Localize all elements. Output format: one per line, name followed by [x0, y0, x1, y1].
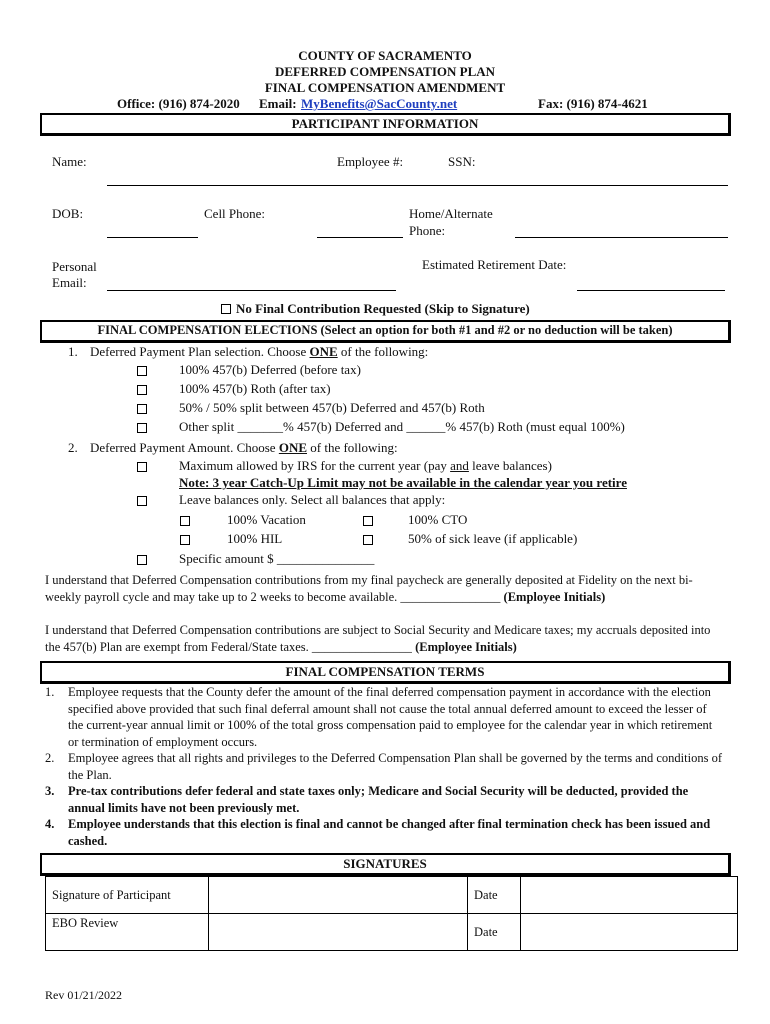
personal-email-label-2: Email:	[52, 275, 87, 290]
name-label: Name:	[52, 154, 87, 169]
term-item	[45, 750, 725, 783]
acknowledgement-deposit	[45, 572, 725, 606]
q2-text-pre: Deferred Payment Amount. Choose	[90, 440, 279, 455]
q1-option-checkbox[interactable]	[137, 423, 147, 433]
specific-amount-label: Specific amount $ _______________	[179, 551, 375, 566]
q1-question	[90, 344, 428, 360]
q2-text-post: of the following:	[307, 440, 398, 455]
max-irs-and: and	[450, 458, 469, 473]
q1-text-post: of the following:	[337, 344, 429, 359]
retirement-date-field[interactable]	[577, 290, 725, 291]
vacation-checkbox[interactable]	[180, 516, 190, 526]
ebo-review-field[interactable]	[209, 914, 468, 951]
acknowledgement-taxes	[45, 622, 725, 656]
hil-label: 100% HIL	[227, 531, 283, 546]
term-text: Employee requests that the County defer the amount of the final deferred compensation payment in accordance with the election specified above provided that such final deferral amount shall not cause the total annual deferred amount to exceed the lesser of the current-year annual limit or 100% of the total gross compensation paid to employee for the calendar year in which retirement or termination of employment occurs.	[68, 685, 713, 749]
home-phone-label-1: Home/Alternate	[409, 206, 493, 221]
dob-field[interactable]	[107, 237, 198, 238]
catch-up-note: Note: 3 year Catch-Up Limit may not be available in the calendar year you retire	[179, 475, 627, 490]
employee-number-label: Employee #:	[337, 154, 404, 169]
terms-section-header	[40, 661, 731, 684]
no-contribution-checkbox[interactable]	[221, 304, 231, 314]
max-irs-text-post: leave balances)	[468, 458, 552, 473]
acknowledgement-deposit-text: I understand that Deferred Compensation contributions from my final paycheck are generally deposited at Fidelity on the next bi-weekly payroll cycle and may take up to 2 weeks to become available. ________________	[45, 573, 693, 604]
form-title: FINAL COMPENSATION AMENDMENT	[264, 80, 506, 95]
personal-email-field[interactable]	[107, 290, 396, 291]
form-agency-title: COUNTY OF SACRAMENTO	[298, 48, 472, 63]
q1-option-deferred: 100% 457(b) Deferred (before tax)	[179, 362, 361, 377]
participant-signature-field[interactable]	[209, 877, 468, 914]
term-item	[45, 783, 725, 816]
retirement-date-label: Estimated Retirement Date:	[422, 257, 567, 272]
participant-section-title: PARTICIPANT INFORMATION	[291, 116, 479, 131]
q2-question	[90, 440, 398, 456]
ssn-label: SSN:	[448, 154, 476, 169]
q1-option-checkbox[interactable]	[137, 366, 147, 376]
cto-checkbox[interactable]	[363, 516, 373, 526]
participant-signature-label: Signature of Participant	[46, 877, 209, 914]
terms-list	[45, 684, 725, 849]
q1-option-checkbox[interactable]	[137, 385, 147, 395]
q2-one: ONE	[278, 440, 307, 455]
home-phone-field[interactable]	[515, 237, 728, 238]
contact-email-link[interactable]: MyBenefits@SacCounty.net	[301, 96, 458, 111]
office-phone: Office: (916) 874-2020	[117, 96, 240, 111]
dob-label: DOB:	[52, 206, 84, 221]
acknowledgement-deposit-initials: (Employee Initials)	[503, 590, 606, 604]
signatures-section-header	[40, 853, 731, 876]
q1-option-split: 50% / 50% split between 457(b) Deferred and 457(b) Roth	[179, 400, 485, 415]
sick-leave-label: 50% of sick leave (if applicable)	[408, 531, 578, 546]
participant-section-header	[40, 113, 731, 136]
signature-table	[45, 876, 738, 951]
term-text: Employee agrees that all rights and privileges to the Deferred Compensation Plan shall be governed by the terms and conditions of the Plan.	[68, 751, 722, 782]
acknowledgement-taxes-initials: (Employee Initials)	[415, 640, 517, 654]
terms-section-title: FINAL COMPENSATION TERMS	[285, 664, 485, 679]
ebo-date-field[interactable]	[521, 914, 738, 951]
ebo-date-label: Date	[468, 914, 521, 951]
leave-balances-checkbox[interactable]	[137, 496, 147, 506]
max-irs-label	[179, 458, 552, 474]
term-number: 2.	[45, 751, 55, 765]
cell-phone-field[interactable]	[317, 237, 403, 238]
q1-one: ONE	[309, 344, 338, 359]
max-irs-text-pre: Maximum allowed by IRS for the current year (pay	[179, 458, 451, 473]
term-number: 3.	[45, 784, 55, 798]
home-phone-label-2: Phone:	[409, 223, 446, 238]
revision-date: Rev 01/21/2022	[45, 988, 122, 1002]
term-text: Employee understands that this election is final and cannot be changed after final termination check has been issued and cashed.	[68, 817, 711, 848]
no-contribution-label: No Final Contribution Requested (Skip to Signature)	[236, 301, 530, 316]
q1-option-other: Other split _______% 457(b) Deferred and ______% 457(b) Roth (must equal 100%)	[179, 419, 625, 434]
q1-number: 1.	[68, 344, 78, 359]
elections-section-title: FINAL COMPENSATION ELECTIONS (Select an option for both #1 and #2 or no deduction will be taken)	[97, 323, 673, 337]
cto-label: 100% CTO	[408, 512, 468, 527]
term-item	[45, 684, 725, 750]
hil-checkbox[interactable]	[180, 535, 190, 545]
term-item	[45, 816, 725, 849]
fax-number: Fax: (916) 874-4621	[538, 96, 648, 111]
max-irs-checkbox[interactable]	[137, 462, 147, 472]
q2-number: 2.	[68, 440, 78, 455]
cell-phone-label: Cell Phone:	[204, 206, 266, 221]
signatures-section-title: SIGNATURES	[343, 856, 427, 871]
form-plan-title: DEFERRED COMPENSATION PLAN	[274, 64, 496, 79]
specific-amount-checkbox[interactable]	[137, 555, 147, 565]
term-number: 1.	[45, 685, 55, 699]
ebo-review-label: EBO Review	[46, 914, 209, 951]
elections-section-header	[40, 320, 731, 343]
acknowledgement-taxes-text: I understand that Deferred Compensation contributions are subject to Social Security and Medicare taxes; my accruals deposited into the 457(b) Plan are exempt from Federal/State taxes. ________________	[45, 623, 711, 654]
sick-leave-checkbox[interactable]	[363, 535, 373, 545]
q1-option-roth: 100% 457(b) Roth (after tax)	[179, 381, 331, 396]
name-field[interactable]	[107, 185, 728, 186]
contact-email-label: Email:	[259, 96, 297, 111]
q1-text-pre: Deferred Payment Plan selection. Choose	[90, 344, 310, 359]
participant-date-label: Date	[468, 877, 521, 914]
q1-option-checkbox[interactable]	[137, 404, 147, 414]
participant-date-field[interactable]	[521, 877, 738, 914]
vacation-label: 100% Vacation	[227, 512, 306, 527]
term-number: 4.	[45, 817, 55, 831]
leave-balances-label: Leave balances only. Select all balances that apply:	[179, 492, 446, 507]
personal-email-label-1: Personal	[52, 259, 97, 274]
term-text: Pre-tax contributions defer federal and state taxes only; Medicare and Social Security will be deducted, provided the annual limits have not been previously met.	[68, 784, 689, 815]
